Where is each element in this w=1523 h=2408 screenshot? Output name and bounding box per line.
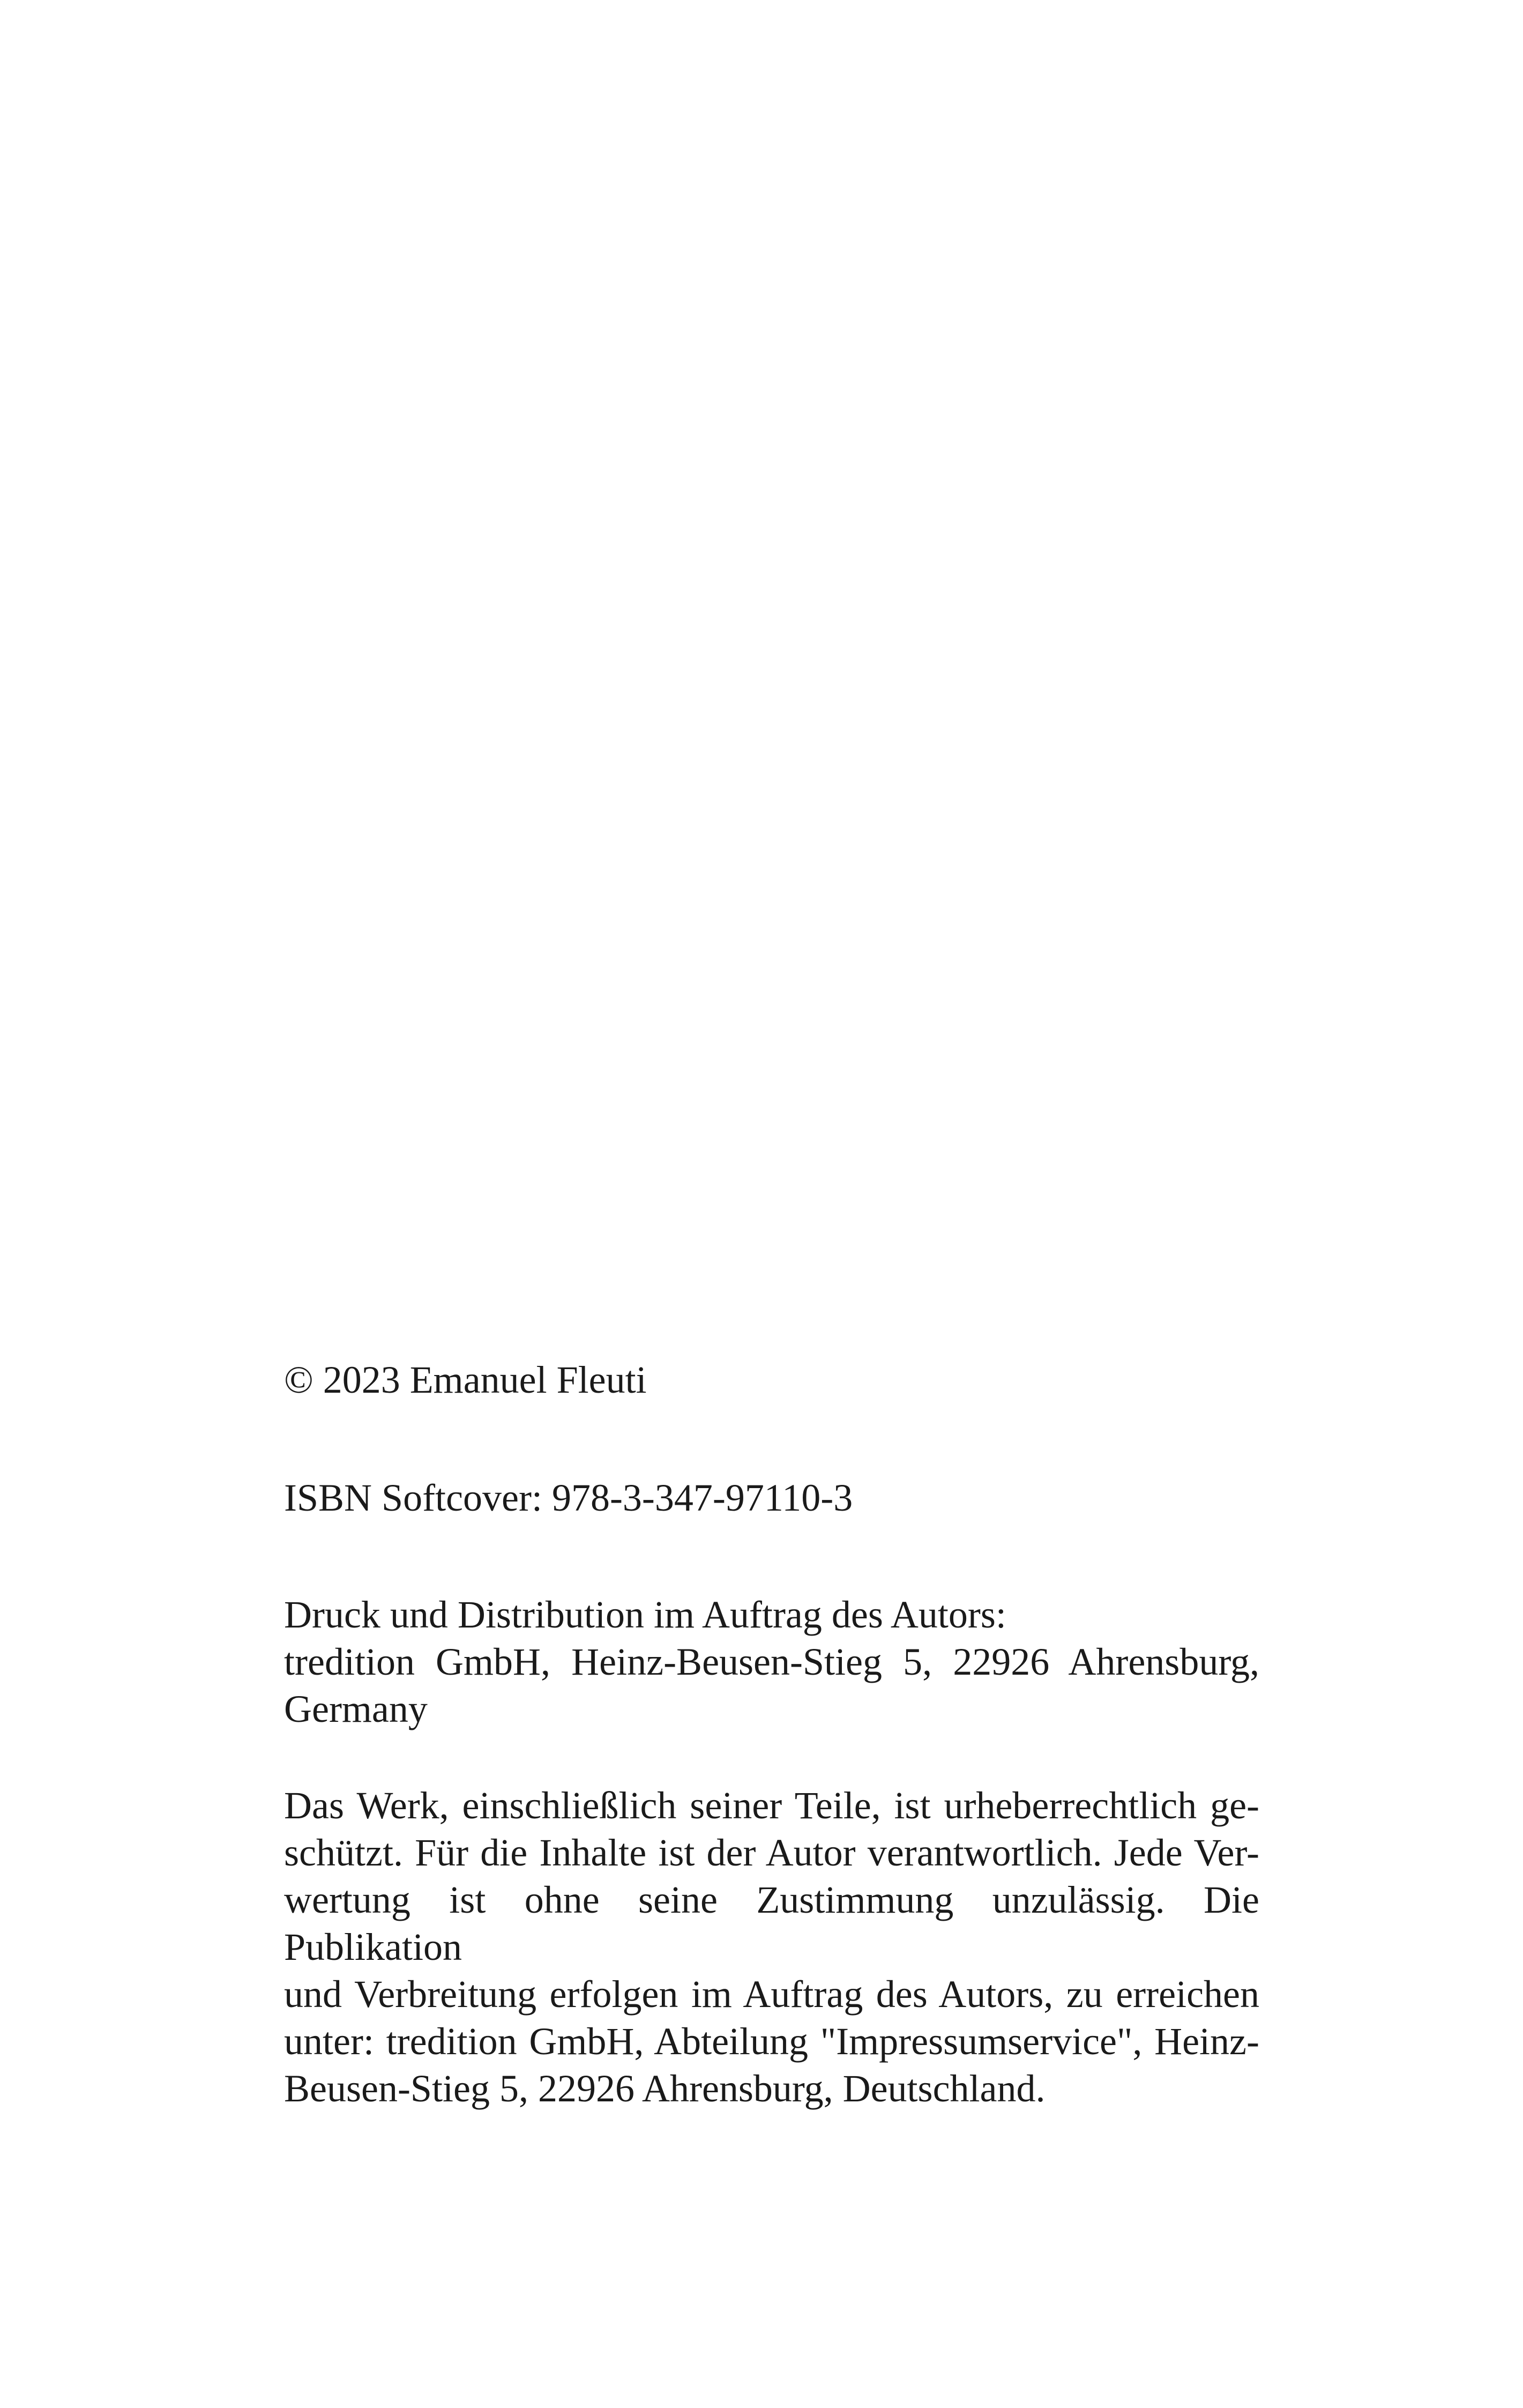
legal-line-5: unter: tredition GmbH, Abteilung "Impressumservice", Heinz- <box>284 2020 1259 2063</box>
printing-line-3: Germany <box>284 1688 428 1730</box>
printing-line-2: tredition GmbH, Heinz-Beusen-Stieg 5, 22926 Ahrensburg, <box>284 1640 1259 1683</box>
legal-line-2: schützt. Für die Inhalte ist der Autor verantwortlich. Jede Ver- <box>284 1831 1259 1874</box>
printing-distribution-paragraph <box>284 1591 1259 1733</box>
legal-line-4: und Verbreitung erfolgen im Auftrag des Autors, zu erreichen <box>284 1973 1259 2016</box>
copyright-legal-paragraph <box>284 1782 1259 2112</box>
isbn-line: ISBN Softcover: 978-3-347-97110-3 <box>284 1476 853 1519</box>
copyright-notice: © 2023 Emanuel Fleuti <box>284 1358 647 1401</box>
legal-line-6: Beusen-Stieg 5, 22926 Ahrensburg, Deutschland. <box>284 2067 1046 2110</box>
printing-line-1: Druck und Distribution im Auftrag des Autors: <box>284 1593 1006 1636</box>
legal-line-3: wertung ist ohne seine Zustimmung unzulässig. Die Publikation <box>284 1878 1259 1968</box>
imprint-block <box>284 1356 1259 2112</box>
legal-line-1: Das Werk, einschließlich seiner Teile, ist urheberrechtlich ge- <box>284 1784 1259 1827</box>
